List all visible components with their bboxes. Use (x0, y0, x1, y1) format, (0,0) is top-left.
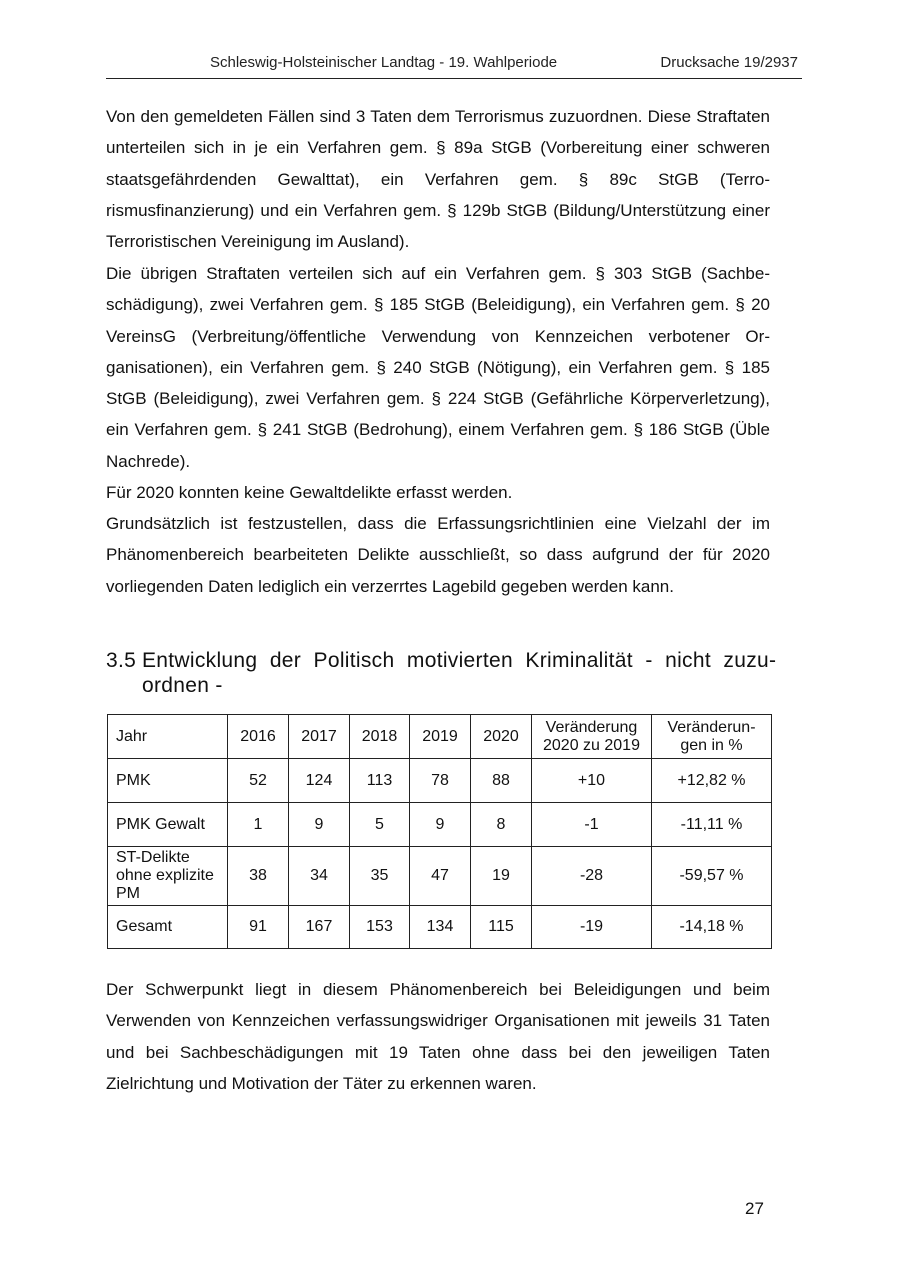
section-title: Entwicklung der Politisch motivierten Kriminalität - nicht zuzuordnen - (142, 649, 776, 697)
table-cell: 34 (289, 847, 350, 906)
table-row (108, 803, 772, 847)
table-header-cell: 2017 (289, 715, 350, 759)
table-header-cell: 2019 (410, 715, 471, 759)
table-cell: 115 (471, 906, 532, 949)
table-cell: 38 (228, 847, 289, 906)
paragraph-focus: Der Schwerpunkt liegt in diesem Phänomenbereich bei Beleidigungen und beim Verwenden von Kennzeichen verfassungswidriger Organisationen mit jeweils 31 Taten und bei Sachbeschädigungen mit 19 Taten ohne dass bei den jeweiligen Taten Zielrichtung und Motivation der Täter zu erkennen waren. (106, 980, 770, 1093)
table-header-cell: 2016 (228, 715, 289, 759)
paragraph-no-violence: Für 2020 konnten keine Gewaltdelikte erfasst werden. (106, 483, 513, 502)
table-cell: 124 (289, 759, 350, 803)
table-cell: +12,82 % (652, 759, 772, 803)
table-cell: 153 (350, 906, 410, 949)
table-header-cell: Jahr (108, 715, 228, 759)
page-header (106, 52, 802, 79)
paragraph-conclusion: Grundsätzlich ist festzustellen, dass die Erfassungsrichtlinien eine Vielzahl der im Phänomenbereich bearbeiteten Delikte ausschließt, so dass aufgrund der für 2020 vorliegenden Daten lediglich ein verzerrtes Lagebild gegeben werden kann. (106, 514, 770, 596)
section-heading (106, 648, 776, 698)
table-cell: -59,57 % (652, 847, 772, 906)
table-cell: 19 (471, 847, 532, 906)
table-cell: 9 (289, 803, 350, 847)
table-cell: ST-Delikte ohne explizite PM (108, 847, 228, 906)
paragraph-terrorism: Von den gemeldeten Fällen sind 3 Taten dem Terrorismus zuzuordnen. Diese Straftaten unterteilen sich in je ein Verfahren gem. § 89a StGB (Vorbereitung einer schweren staatsgefährdenden Gewalttat), ein Verfahren gem. § 89c StGB (Terrorismusfinanzierung) und ein Verfahren gem. § 129b StGB (Bildung/Unterstützung einer Terroristischen Vereinigung im Ausland). (106, 107, 770, 252)
table-cell: Gesamt (108, 906, 228, 949)
table-cell: -28 (532, 847, 652, 906)
table-cell: -14,18 % (652, 906, 772, 949)
table-cell: PMK Gewalt (108, 803, 228, 847)
table-cell: 113 (350, 759, 410, 803)
table-header-cell: 2018 (350, 715, 410, 759)
table-cell: 47 (410, 847, 471, 906)
table-header-row (108, 715, 772, 759)
header-title: Schleswig-Holsteinischer Landtag - 19. Wahlperiode (210, 54, 558, 71)
table-row (108, 906, 772, 949)
table-cell: 5 (350, 803, 410, 847)
table-cell: 167 (289, 906, 350, 949)
table-cell: 9 (410, 803, 471, 847)
table-header-cell: Veränderung 2020 zu 2019 (532, 715, 652, 759)
table-cell: 134 (410, 906, 471, 949)
header-doc-number: Drucksache 19/2937 (660, 54, 798, 71)
section-number: 3.5 (106, 649, 137, 672)
table-cell: 78 (410, 759, 471, 803)
pmk-table (107, 714, 772, 949)
table-cell: -11,11 % (652, 803, 772, 847)
table-row (108, 847, 772, 906)
table-cell: 88 (471, 759, 532, 803)
table-cell: 91 (228, 906, 289, 949)
table-cell: -1 (532, 803, 652, 847)
table-cell: PMK (108, 759, 228, 803)
table-header-cell: 2020 (471, 715, 532, 759)
table-cell: -19 (532, 906, 652, 949)
table-cell: 35 (350, 847, 410, 906)
table-cell: +10 (532, 759, 652, 803)
table-cell: 1 (228, 803, 289, 847)
table-cell: 8 (471, 803, 532, 847)
paragraph-other-offenses: Die übrigen Straftaten verteilen sich auf ein Verfahren gem. § 303 StGB (Sachbeschädigung), zwei Verfahren gem. § 185 StGB (Beleidigung), ein Verfahren gem. § 20 VereinsG (Verbreitung/öffentliche Verwendung von Kennzeichen verbotener Organisationen), ein Verfahren gem. § 240 StGB (Nötigung), ein Verfahren gem. § 185 StGB (Beleidigung), zwei Verfahren gem. § 224 StGB (Gefährliche Körperverletzung), ein Verfahren gem. § 241 StGB (Bedrohung), einem Verfahren gem. § 186 StGB (Üble Nachrede). (106, 264, 770, 471)
page-number: 27 (745, 1199, 764, 1218)
table-cell: 52 (228, 759, 289, 803)
table-header-cell: Veränderungen in % (652, 715, 772, 759)
table-row (108, 759, 772, 803)
